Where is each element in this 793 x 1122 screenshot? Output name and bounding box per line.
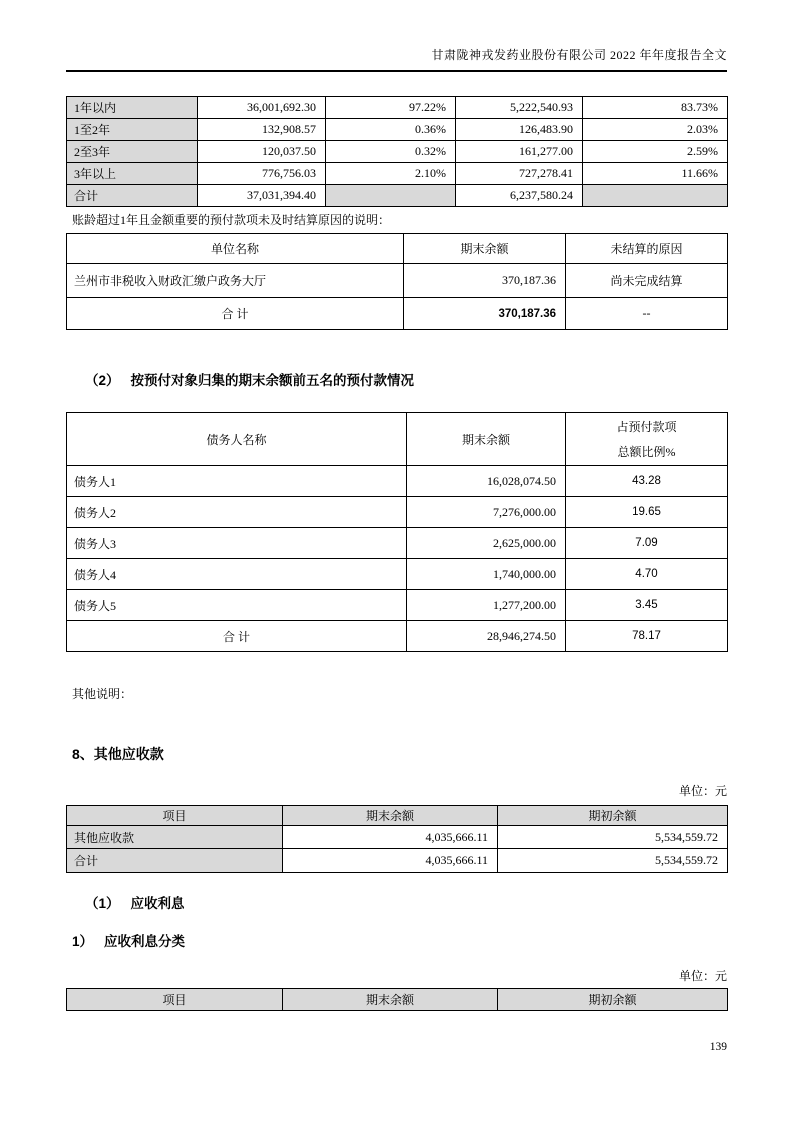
table-row — [67, 264, 728, 298]
end-amount-cell: 4,035,666.11 — [283, 826, 498, 849]
header-rule — [66, 70, 727, 72]
aging-label-cell: 1至2年 — [67, 119, 198, 141]
begin-amount-cell: 5,534,559.72 — [498, 849, 728, 873]
end-amount-cell: 37,031,394.40 — [198, 185, 326, 207]
table-total-row — [67, 621, 728, 652]
table-header-row — [67, 806, 728, 826]
end-pct-cell: 0.32% — [326, 141, 456, 163]
begin-amount-cell: 727,278.41 — [456, 163, 583, 185]
pct-cell: 43.28 — [566, 466, 728, 497]
table-total-row — [67, 185, 728, 207]
begin-amount-cell: 6,237,580.24 — [456, 185, 583, 207]
reason-cell: 尚未完成结算 — [566, 264, 728, 298]
other-receivables-table — [66, 805, 728, 873]
unsettled-note: 账龄超过1年且金额重要的预付款项未及时结算原因的说明： — [72, 213, 391, 227]
debtor-name-cell: 债务人5 — [67, 590, 407, 621]
begin-pct-cell: 11.66% — [583, 163, 728, 185]
begin-amount-cell: 5,534,559.72 — [498, 826, 728, 849]
begin-pct-cell: 2.03% — [583, 119, 728, 141]
pct-cell: 19.65 — [566, 497, 728, 528]
amount-cell: 370,187.36 — [404, 264, 566, 298]
begin-amount-cell: 126,483.90 — [456, 119, 583, 141]
unit-name-cell: 兰州市非税收入财政汇缴户政务大厅 — [67, 264, 404, 298]
section-8-1-heading — [66, 892, 746, 912]
total-reason-cell: -- — [566, 298, 728, 330]
amount-cell: 2,625,000.00 — [407, 528, 566, 559]
begin-amount-cell: 161,277.00 — [456, 141, 583, 163]
col-header-amount: 期末余额 — [407, 413, 566, 466]
col-header-end: 期末余额 — [283, 989, 498, 1011]
table-total-row — [67, 849, 728, 873]
col-header-reason: 未结算的原因 — [566, 234, 728, 264]
unsettled-prepayments-table — [66, 233, 728, 330]
aging-label-cell: 1年以内 — [67, 97, 198, 119]
begin-amount-cell: 5,222,540.93 — [456, 97, 583, 119]
end-pct-cell — [326, 185, 456, 207]
end-pct-cell: 0.36% — [326, 119, 456, 141]
total-amount-cell: 370,187.36 — [404, 298, 566, 330]
other-note: 其他说明： — [72, 687, 133, 701]
end-amount-cell: 120,037.50 — [198, 141, 326, 163]
debtor-name-cell: 债务人4 — [67, 559, 407, 590]
pct-cell: 3.45 — [566, 590, 728, 621]
pct-header-line1: 占预付款项 — [616, 420, 677, 434]
table-row — [67, 466, 728, 497]
item-cell: 合计 — [67, 849, 283, 873]
col-header-begin: 期初余额 — [498, 989, 728, 1011]
col-header-item: 项目 — [67, 989, 283, 1011]
col-header-debtor: 债务人名称 — [67, 413, 407, 466]
end-amount-cell: 776,756.03 — [198, 163, 326, 185]
aging-label-cell: 2至3年 — [67, 141, 198, 163]
interest-receivable-table — [66, 988, 728, 1011]
page-number: 139 — [709, 1041, 727, 1053]
end-amount-cell: 132,908.57 — [198, 119, 326, 141]
amount-cell: 16,028,074.50 — [407, 466, 566, 497]
debtor-name-cell: 债务人1 — [67, 466, 407, 497]
total-label-cell: 合 计 — [67, 621, 407, 652]
section-title: 按预付对象归集的期末余额前五名的预付款情况 — [130, 373, 415, 388]
pct-header-line2: 总额比例% — [617, 445, 676, 459]
section-number: （2） — [85, 373, 120, 388]
aging-label-cell: 3年以上 — [67, 163, 198, 185]
col-header-amount: 期末余额 — [404, 234, 566, 264]
amount-cell: 7,276,000.00 — [407, 497, 566, 528]
total-amount-cell: 28,946,274.50 — [407, 621, 566, 652]
table-row — [67, 97, 728, 119]
table-row — [67, 590, 728, 621]
table-header-row — [67, 234, 728, 264]
section-number: 1） — [72, 934, 94, 949]
debtor-name-cell: 债务人3 — [67, 528, 407, 559]
col-header-end: 期末余额 — [283, 806, 498, 826]
table-row — [67, 559, 728, 590]
end-pct-cell: 97.22% — [326, 97, 456, 119]
prepayment-aging-table — [66, 96, 728, 207]
unit-label: 单位：元 — [678, 784, 727, 798]
section-8-heading: 8、其他应收款 — [72, 746, 164, 762]
begin-pct-cell: 2.59% — [583, 141, 728, 163]
amount-cell: 1,740,000.00 — [407, 559, 566, 590]
total-label-cell: 合 计 — [67, 298, 404, 330]
amount-cell: 1,277,200.00 — [407, 590, 566, 621]
unit-label: 单位：元 — [678, 969, 727, 983]
section-title: 应收利息 — [130, 896, 185, 911]
header-title: 甘肃陇神戎发药业股份有限公司 2022 年年度报告全文 — [431, 48, 727, 62]
col-header-item: 项目 — [67, 806, 283, 826]
section-title: 应收利息分类 — [104, 934, 186, 949]
pct-cell: 4.70 — [566, 559, 728, 590]
table-total-row — [67, 298, 728, 330]
table-row — [67, 163, 728, 185]
table-row — [67, 141, 728, 163]
total-pct-cell: 78.17 — [566, 621, 728, 652]
table-header-row — [67, 413, 728, 466]
col-header-name: 单位名称 — [67, 234, 404, 264]
end-amount-cell: 4,035,666.11 — [283, 849, 498, 873]
col-header-begin: 期初余额 — [498, 806, 728, 826]
debtor-name-cell: 债务人2 — [67, 497, 407, 528]
section-number: （1） — [85, 896, 120, 911]
begin-pct-cell: 83.73% — [583, 97, 728, 119]
table-row — [67, 826, 728, 849]
top-debtors-table — [66, 412, 728, 652]
begin-pct-cell — [583, 185, 728, 207]
col-header-pct — [566, 413, 728, 466]
table-row — [67, 119, 728, 141]
end-pct-cell: 2.10% — [326, 163, 456, 185]
section-8-1-1-heading — [66, 930, 733, 950]
item-cell: 其他应收款 — [67, 826, 283, 849]
table-header-row — [67, 989, 728, 1011]
aging-label-cell: 合计 — [67, 185, 198, 207]
table-row — [67, 497, 728, 528]
section-2-heading — [66, 369, 746, 389]
table-row — [67, 528, 728, 559]
end-amount-cell: 36,001,692.30 — [198, 97, 326, 119]
pct-cell: 7.09 — [566, 528, 728, 559]
